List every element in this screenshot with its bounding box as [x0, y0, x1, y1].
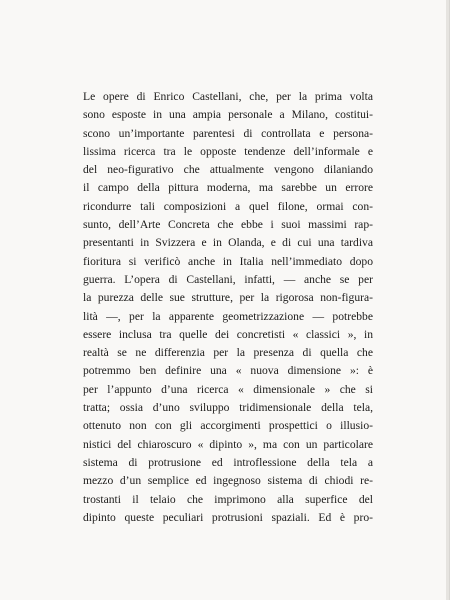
- text-line: guerra. L’opera di Castellani, infatti, — anche se per: [83, 272, 373, 286]
- text-line: essere inclusa tra quelle dei concretisti « classici », in: [83, 327, 373, 341]
- page-edge: [446, 0, 449, 600]
- text-line: dipinto queste peculiari protrusioni spaziali. Ed è pro-: [83, 510, 373, 524]
- text-line: per l’appunto d’una ricerca « dimensionale » che si: [83, 382, 373, 396]
- text-line: sunto, dell’Arte Concreta che ebbe i suoi massimi rap-: [83, 218, 373, 232]
- text-line: lità —, per la apparente geometrizzazione — potrebbe: [83, 309, 373, 323]
- text-line: del neo-figurativo che attualmente vengono dilaniando: [83, 163, 373, 177]
- text-line: ricondurre tali composizioni a quel filone, ormai con-: [83, 199, 373, 213]
- text-line: sistema di protrusione ed introflessione della tela a: [83, 455, 373, 469]
- text-line: ottenuto non con gli accorgimenti prospettici o illusio-: [83, 419, 373, 433]
- body-paragraph: [83, 88, 373, 527]
- text-line: realtà se ne differenzia per la presenza di quella che: [83, 346, 373, 360]
- text-line: scono un’importante parentesi di controllata e persona-: [83, 126, 373, 140]
- text-line: trostanti il telaio che imprimono alla superfice del: [83, 492, 373, 506]
- text-line: mezzo d’un semplice ed ingegnoso sistema di chiodi re-: [83, 474, 373, 488]
- text-line: presentanti in Svizzera e in Olanda, e di cui una tardiva: [83, 236, 373, 250]
- text-line: la purezza delle sue strutture, per la rigorosa non-figura-: [83, 291, 373, 305]
- text-line: nistici del chiaroscuro « dipinto », ma con un particolare: [83, 437, 373, 451]
- text-line: il campo della pittura moderna, ma sarebbe un errore: [83, 181, 373, 195]
- text-line: fioritura si verificò anche in Italia nell’immediato dopo: [83, 254, 373, 268]
- text-line: lissima ricerca tra le opposte tendenze dell’informale e: [83, 144, 373, 158]
- text-line: tratta; ossia d’uno sviluppo tridimensionale della tela,: [83, 401, 373, 415]
- text-line: Le opere di Enrico Castellani, che, per la prima volta: [83, 90, 373, 103]
- text-line: potremmo ben definire una « nuova dimensione »: è: [83, 364, 373, 378]
- text-line: sono esposte in una ampia personale a Milano, costitui-: [83, 108, 373, 122]
